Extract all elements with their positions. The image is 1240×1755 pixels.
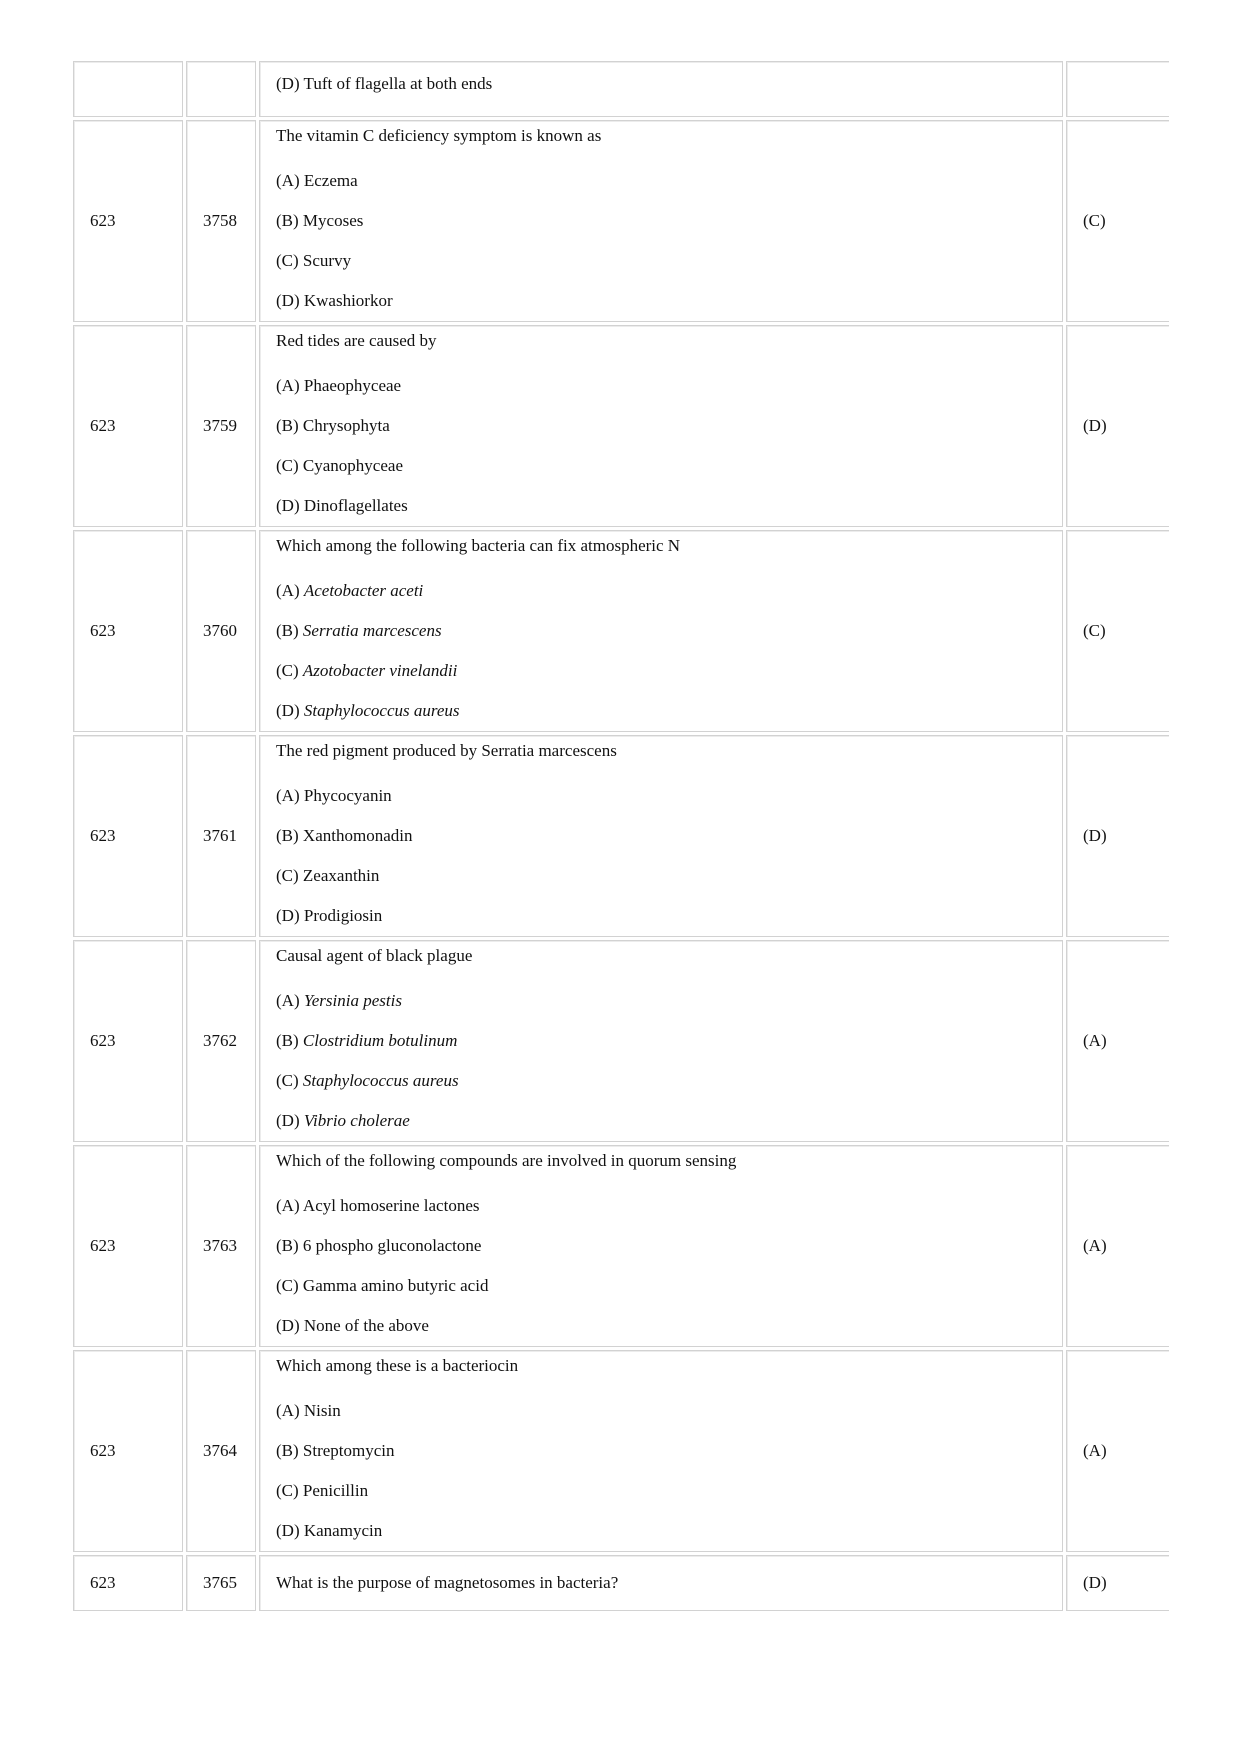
option-text: Staphylococcus aureus	[302, 1071, 459, 1090]
answer-cell	[1066, 61, 1169, 117]
option-c	[276, 241, 1046, 281]
option-text: Kanamycin	[303, 1521, 383, 1540]
option-c	[276, 1061, 1046, 1101]
option-label: (C)	[276, 251, 299, 270]
option-c	[276, 651, 1046, 691]
paper-code: 623	[73, 120, 183, 322]
option-b	[276, 1226, 1046, 1266]
table-row	[73, 530, 1169, 732]
option-a	[276, 1186, 1046, 1226]
option-text: Acyl homoserine lactones	[302, 1196, 480, 1215]
table-row	[73, 1145, 1169, 1347]
option-b	[276, 406, 1046, 446]
option-d	[276, 1101, 1046, 1141]
answer-key: (A)	[1066, 1350, 1169, 1552]
option-a	[276, 571, 1046, 611]
option-c	[276, 446, 1046, 486]
option-text: None of the above	[303, 1316, 429, 1335]
question-cell	[259, 1145, 1063, 1347]
option-d	[276, 486, 1046, 526]
answer-key: (D)	[1066, 735, 1169, 937]
option-label: (D)	[276, 1521, 300, 1540]
option-text: Mycoses	[302, 211, 364, 230]
option-label: (B)	[276, 1031, 299, 1050]
question-cell	[259, 325, 1063, 527]
table-row	[73, 1350, 1169, 1552]
option-b	[276, 816, 1046, 856]
option-text: Streptomycin	[302, 1441, 395, 1460]
table-row-partial	[73, 61, 1169, 117]
option-label: (A)	[276, 581, 300, 600]
question-cell	[259, 735, 1063, 937]
option-label: (A)	[276, 1401, 300, 1420]
option-label: (D)	[276, 906, 300, 925]
question-cell	[259, 1350, 1063, 1552]
option-text: Scurvy	[302, 251, 352, 270]
option-text: Vibrio cholerae	[303, 1111, 410, 1130]
question-text: The vitamin C deficiency symptom is known as	[276, 126, 602, 145]
answer-key: (A)	[1066, 940, 1169, 1142]
option-text: Penicillin	[302, 1481, 369, 1500]
answer-key: (C)	[1066, 530, 1169, 732]
answer-key: (C)	[1066, 120, 1169, 322]
question-number: 3764	[186, 1350, 256, 1552]
paper-code: 623	[73, 735, 183, 937]
option-text: Eczema	[303, 171, 358, 190]
paper-code: 623	[73, 325, 183, 527]
option-text: Nisin	[303, 1401, 341, 1420]
question-number: 3760	[186, 530, 256, 732]
option-text: Dinoflagellates	[303, 496, 408, 515]
question-number: 3761	[186, 735, 256, 937]
option-text: Staphylococcus aureus	[303, 701, 460, 720]
option-text: Kwashiorkor	[303, 291, 393, 310]
question-table	[73, 58, 1169, 1614]
option-b	[276, 1021, 1046, 1061]
paper-code: 623	[73, 1555, 183, 1611]
option-text: Cyanophyceae	[302, 456, 403, 475]
option-d	[276, 896, 1046, 936]
question-number: 3763	[186, 1145, 256, 1347]
option-text: Chrysophyta	[302, 416, 390, 435]
option-label: (B)	[276, 211, 299, 230]
answer-key: (D)	[1066, 325, 1169, 527]
question-text: Which among the following bacteria can fix atmospheric N	[276, 536, 681, 555]
option-c	[276, 856, 1046, 896]
option-text: Acetobacter aceti	[303, 581, 424, 600]
option-d	[276, 281, 1046, 321]
option-label: (C)	[276, 1481, 299, 1500]
answer-key: (D)	[1066, 1555, 1169, 1611]
question-text: Which of the following compounds are involved in quorum sensing	[276, 1151, 737, 1170]
option-label: (C)	[276, 866, 299, 885]
question-number: 3765	[186, 1555, 256, 1611]
option-c	[276, 1266, 1046, 1306]
option-d	[276, 1511, 1046, 1551]
question-cell	[259, 530, 1063, 732]
table-row	[73, 1555, 1169, 1611]
question-cell	[259, 120, 1063, 322]
option-label: (D)	[276, 701, 300, 720]
option-label: (A)	[276, 1196, 300, 1215]
option-d	[276, 691, 1046, 731]
option-label: (B)	[276, 621, 299, 640]
option-a	[276, 161, 1046, 201]
question-number: 3758	[186, 120, 256, 322]
option-text: Clostridium botulinum	[302, 1031, 458, 1050]
option-label: (C)	[276, 1071, 299, 1090]
option-text: Xanthomonadin	[302, 826, 413, 845]
paper-code: 623	[73, 940, 183, 1142]
option-label: (A)	[276, 991, 300, 1010]
option-label: (B)	[276, 826, 299, 845]
option-text: Azotobacter vinelandii	[302, 661, 458, 680]
option-a	[276, 776, 1046, 816]
option-text: Phaeophyceae	[303, 376, 402, 395]
table-row	[73, 940, 1169, 1142]
question-cell	[259, 61, 1063, 117]
question-text: Which among these is a bacteriocin	[276, 1356, 519, 1375]
option-text: Zeaxanthin	[302, 866, 380, 885]
option-text: Serratia marcescens	[302, 621, 442, 640]
option-text: 6 phospho gluconolactone	[302, 1236, 482, 1255]
question-text: What is the purpose of magnetosomes in bacteria?	[259, 1555, 1063, 1611]
option-label: (C)	[276, 661, 299, 680]
question-number: 3759	[186, 325, 256, 527]
question-text: Causal agent of black plague	[276, 946, 473, 965]
question-cell	[259, 940, 1063, 1142]
question-text: The red pigment produced by Serratia marcescens	[276, 741, 617, 760]
option-label: (A)	[276, 171, 300, 190]
option-text: Phycocyanin	[303, 786, 392, 805]
option-label: (D)	[276, 291, 300, 310]
option-label: (C)	[276, 456, 299, 475]
paper-code: 623	[73, 530, 183, 732]
option-d: (D) Tuft of flagella at both ends	[276, 74, 493, 93]
option-label: (D)	[276, 496, 300, 515]
option-label: (A)	[276, 376, 300, 395]
option-a	[276, 366, 1046, 406]
question-text: Red tides are caused by	[276, 331, 437, 350]
option-c	[276, 1471, 1046, 1511]
table-row	[73, 325, 1169, 527]
option-a	[276, 981, 1046, 1021]
paper-code: 623	[73, 1145, 183, 1347]
option-a	[276, 1391, 1046, 1431]
option-label: (A)	[276, 786, 300, 805]
option-label: (C)	[276, 1276, 299, 1295]
paper-cell	[73, 61, 183, 117]
answer-key: (A)	[1066, 1145, 1169, 1347]
option-label: (D)	[276, 1111, 300, 1130]
table-row	[73, 735, 1169, 937]
paper-code: 623	[73, 1350, 183, 1552]
option-b	[276, 611, 1046, 651]
question-table-page	[73, 58, 1169, 1688]
option-label: (B)	[276, 416, 299, 435]
option-text: Gamma amino butyric acid	[302, 1276, 489, 1295]
option-text: Prodigiosin	[303, 906, 383, 925]
option-label: (D)	[276, 1316, 300, 1335]
table-row	[73, 120, 1169, 322]
option-b	[276, 201, 1046, 241]
option-b	[276, 1431, 1046, 1471]
option-label: (B)	[276, 1441, 299, 1460]
option-text: Yersinia pestis	[303, 991, 402, 1010]
question-number-cell	[186, 61, 256, 117]
option-label: (B)	[276, 1236, 299, 1255]
option-d	[276, 1306, 1046, 1346]
question-number: 3762	[186, 940, 256, 1142]
